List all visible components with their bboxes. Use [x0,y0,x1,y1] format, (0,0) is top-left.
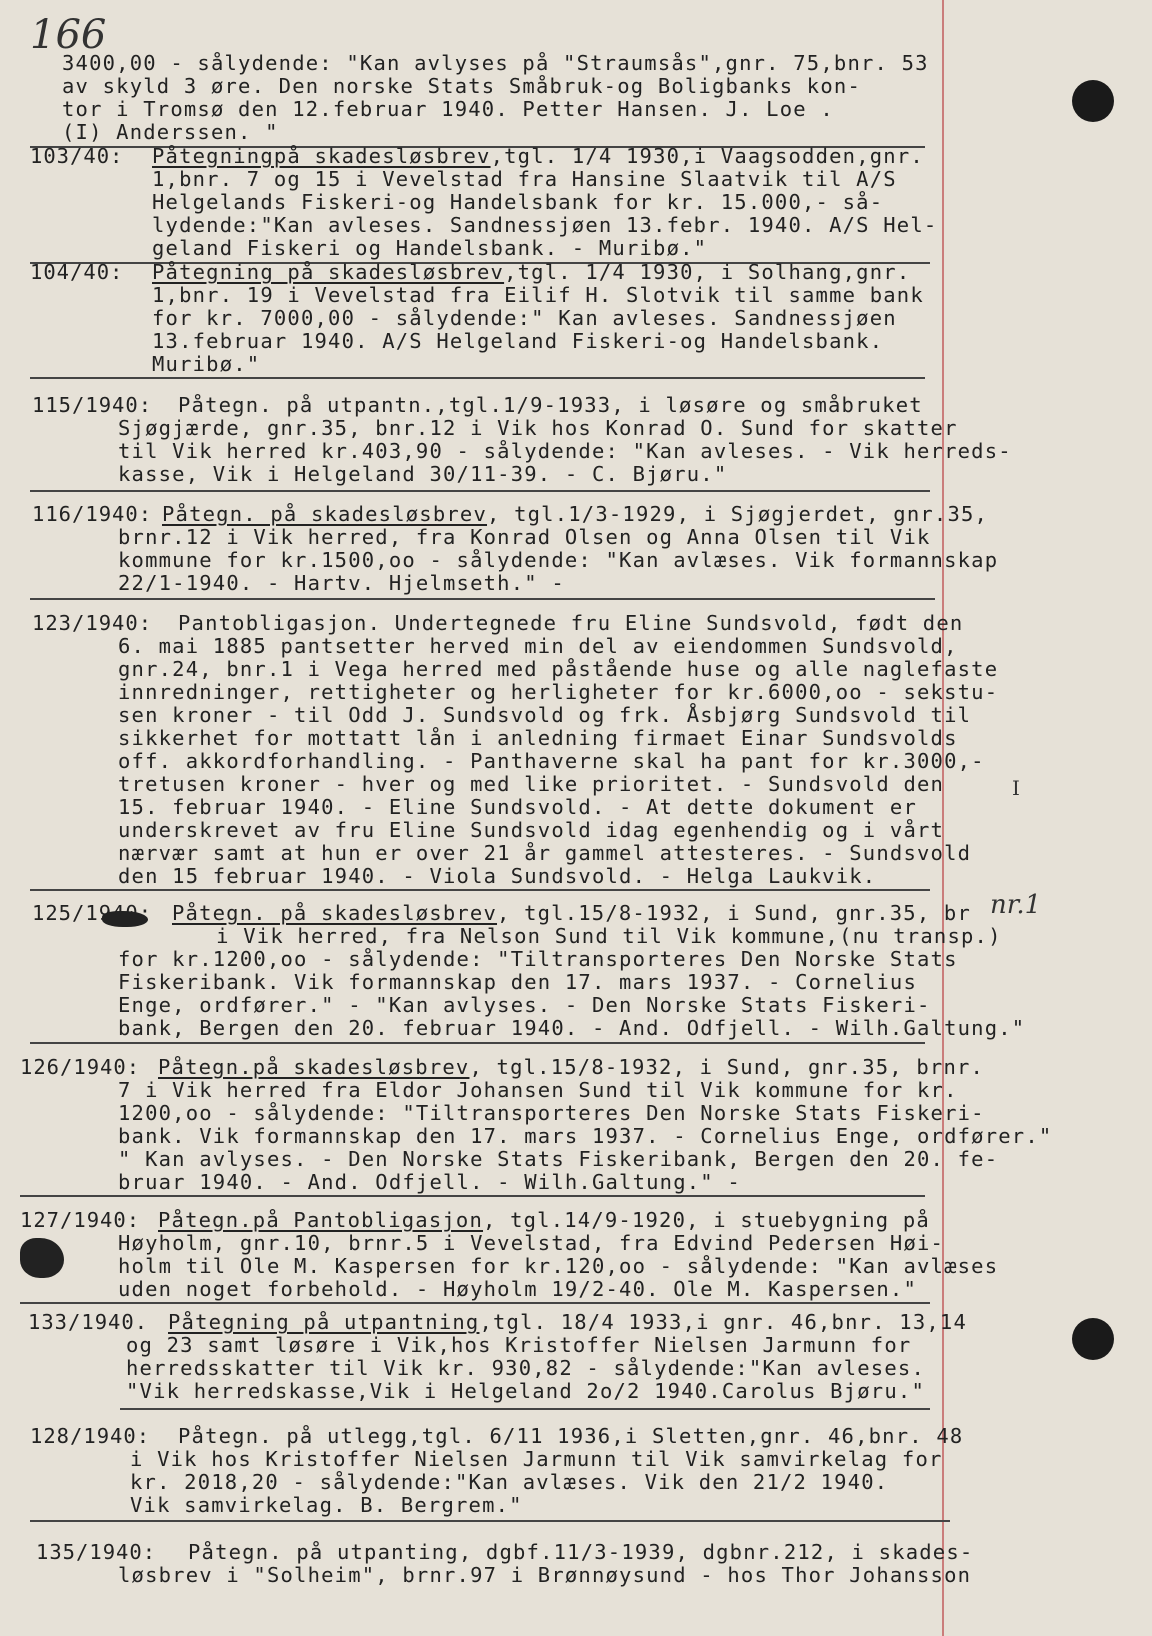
entry-line: kommune for kr.1500,oo - sålydende: "Kan avlæses. Vik formannskap [118,548,999,572]
entry-divider [30,1520,950,1522]
ink-blot [20,1238,64,1278]
entry-line: 1200,oo - sålydende: "Tiltransporteres Den Norske Stats Fiskeri- [118,1101,985,1125]
entry-line: Vik samvirkelag. B. Bergrem." [130,1493,523,1517]
entry-line: Påtegn. på utlegg,tgl. 6/11 1936,i Sletten,gnr. 46,bnr. 48 [178,1424,964,1448]
entry-line: Påtegn.på Pantobligasjon, tgl.14/9-1920, i stuebygning på [158,1208,930,1232]
entry-line: 3400,00 - sålydende: "Kan avlyses på "Straumsås",gnr. 75,bnr. 53 [62,51,929,75]
entry-line: Pantobligasjon. Undertegnede fru Eline Sundsvold, født den [178,611,964,635]
entry-number: 126/1940: [20,1055,141,1079]
entry-number: 123/1940: [32,611,153,635]
entry-line: 13.februar 1940. A/S Helgeland Fiskeri-og Handelsbank. [152,329,884,353]
entry-number: 133/1940. [28,1310,149,1334]
punch-hole-icon [1072,80,1114,122]
entry-line: uden noget forbehold. - Høyholm 19/2-40. Ole M. Kaspersen." [118,1277,917,1301]
entry-line: lydende:"Kan avleses. Sandnessjøen 13.febr. 1940. A/S Hel- [152,213,938,237]
entry-line: 7 i Vik herred fra Eldor Johansen Sund til Vik kommune for kr. [118,1078,958,1102]
entry-line: Påtegning på utpantning,tgl. 18/4 1933,i gnr. 46,bnr. 13,14 [168,1310,967,1334]
entry-line: 22/1-1940. - Hartv. Hjelmseth." - [118,571,565,595]
entry-line: Fiskeribank. Vik formannskap den 17. mars 1937. - Cornelius [118,970,917,994]
entry-divider [120,1408,930,1410]
entry-line: 6. mai 1885 pantsetter herved min del av eiendommen Sundsvold, [118,634,958,658]
entry-divider [30,1042,925,1044]
entry-divider [30,490,930,492]
entry-number: 103/40: [30,144,124,168]
entry-line: Påtegn. på utpanting, dgbf.11/3-1939, dgbnr.212, i skades- [188,1540,974,1564]
entry-line: tor i Tromsø den 12.februar 1940. Petter Hansen. J. Loe . [62,97,834,121]
entry-line: og 23 samt løsøre i Vik,hos Kristoffer Nielsen Jarmunn for [126,1333,912,1357]
entry-line: 15. februar 1940. - Eline Sundsvold. - At dette dokument er [118,795,917,819]
entry-line: underskrevet av fru Eline Sundsvold idag egenhendig og i vårt [118,818,945,842]
entry-line: kr. 2018,20 - sålydende:"Kan avlæses. Vik den 21/2 1940. [130,1470,889,1494]
margin-mark: I [1012,776,1020,800]
entry-line: (I) Anderssen. " [62,120,279,144]
entry-line: bruar 1940. - And. Odfjell. - Wilh.Galtung." - [118,1170,741,1194]
entry-line: 1,bnr. 7 og 15 i Vevelstad fra Hansine Slaatvik til A/S [152,167,897,191]
entry-line: gnr.24, bnr.1 i Vega herred med påstående huse og alle naglefaste [118,657,999,681]
entry-line: Muribø." [152,352,261,376]
entry-divider [20,1302,930,1304]
entry-line: Høyholm, gnr.10, brnr.5 i Vevelstad, fra Edvind Pedersen Høi- [118,1231,945,1255]
entry-line: Helgelands Fiskeri-og Handelsbank for kr. 15.000,- så- [152,190,884,214]
handwritten-note: nr.1 [990,890,1042,920]
entry-line: den 15 februar 1940. - Viola Sundsvold. - Helga Laukvik. [118,864,877,888]
entry-line: geland Fiskeri og Handelsbank. - Muribø." [152,236,708,260]
entry-line: herredsskatter til Vik kr. 930,82 - sålydende:"Kan avleses. [126,1356,925,1380]
entry-number: 127/1940: [20,1208,141,1232]
entry-line: Påtegn.på skadesløsbrev, tgl.15/8-1932, i Sund, gnr.35, brnr. [158,1055,985,1079]
entry-line: innredninger, rettigheter og herligheter for kr.6000,oo - sekstu- [118,680,999,704]
entry-line: " Kan avlyses. - Den Norske Stats Fiskeribank, Bergen den 20. fe- [118,1147,999,1171]
entry-number: 135/1940: [36,1540,157,1564]
entry-line: Påtegn. på utpantn.,tgl.1/9-1933, i løsøre og småbruket [178,393,923,417]
entry-line: Påtegningpå skadesløsbrev,tgl. 1/4 1930,i Vaagsodden,gnr. [152,144,924,168]
entry-line: Påtegning på skadesløsbrev,tgl. 1/4 1930, i Solhang,gnr. [152,260,911,284]
entry-line: nærvær samt at hun er over 21 år gammel attesteres. - Sundsvold [118,841,972,865]
entry-line: løsbrev i "Solheim", brnr.97 i Brønnøysund - hos Thor Johansson [118,1563,972,1587]
entry-divider [20,1195,925,1197]
entry-line: off. akkordforhandling. - Panthaverne skal ha pant for kr.3000,- [118,749,985,773]
page-number: 166 [30,12,107,58]
entry-line: av skyld 3 øre. Den norske Stats Småbruk-og Boligbanks kon- [62,74,861,98]
entry-line: Enge, ordfører." - "Kan avlyses. - Den Norske Stats Fiskeri- [118,993,931,1017]
entry-line: for kr.1200,oo - sålydende: "Tiltransporteres Den Norske Stats [118,947,958,971]
entry-line: i Vik herred, fra Nelson Sund til Vik kommune,(nu transp.) [162,924,1002,948]
entry-line: brnr.12 i Vik herred, fra Konrad Olsen og Anna Olsen til Vik [118,525,931,549]
entry-line: for kr. 7000,00 - sålydende:" Kan avleses. Sandnessjøen [152,306,897,330]
entry-number: 115/1940: [32,393,153,417]
entry-line: sen kroner - til Odd J. Sundsvold og frk. Åsbjørg Sundsvold til [118,703,972,727]
entry-number: 125/1940: [32,901,153,925]
entry-line: Påtegn. på skadesløsbrev, tgl.1/3-1929, i Sjøgjerdet, gnr.35, [162,502,989,526]
entry-line: Sjøgjærde, gnr.35, bnr.12 i Vik hos Konrad O. Sund for skatter [118,416,958,440]
entry-line: til Vik herred kr.403,90 - sålydende: "Kan avleses. - Vik herreds- [118,439,1012,463]
entry-line: kasse, Vik i Helgeland 30/11-39. - C. Bjøru." [118,462,728,486]
entry-divider [30,598,935,600]
punch-hole-icon [1072,1318,1114,1360]
entry-divider [30,889,930,891]
entry-line: Påtegn. på skadesløsbrev, tgl.15/8-1932, i Sund, gnr.35, br [172,901,971,925]
entry-number: 104/40: [30,260,124,284]
entry-line: i Vik hos Kristoffer Nielsen Jarmunn til Vik samvirkelag for [130,1447,943,1471]
entry-number: 116/1940: [32,502,153,526]
entry-divider [30,377,925,379]
entry-line: "Vik herredskasse,Vik i Helgeland 2o/2 1940.Carolus Bjøru." [126,1379,925,1403]
entry-line: tretusen kroner - hver og med like prioritet. - Sundsvold den [118,772,945,796]
entry-number: 128/1940: [30,1424,151,1448]
entry-line: 1,bnr. 19 i Vevelstad fra Eilif H. Slotvik til samme bank [152,283,924,307]
entry-line: bank, Bergen den 20. februar 1940. - And. Odfjell. - Wilh.Galtung." [118,1016,1026,1040]
entry-line: sikkerhet for mottatt lån i anledning firmaet Einar Sundsvolds [118,726,958,750]
entry-line: holm til Ole M. Kaspersen for kr.120,oo - sålydende: "Kan avlæses [118,1254,999,1278]
entry-line: bank. Vik formannskap den 17. mars 1937. - Cornelius Enge, ordfører." [118,1124,1053,1148]
